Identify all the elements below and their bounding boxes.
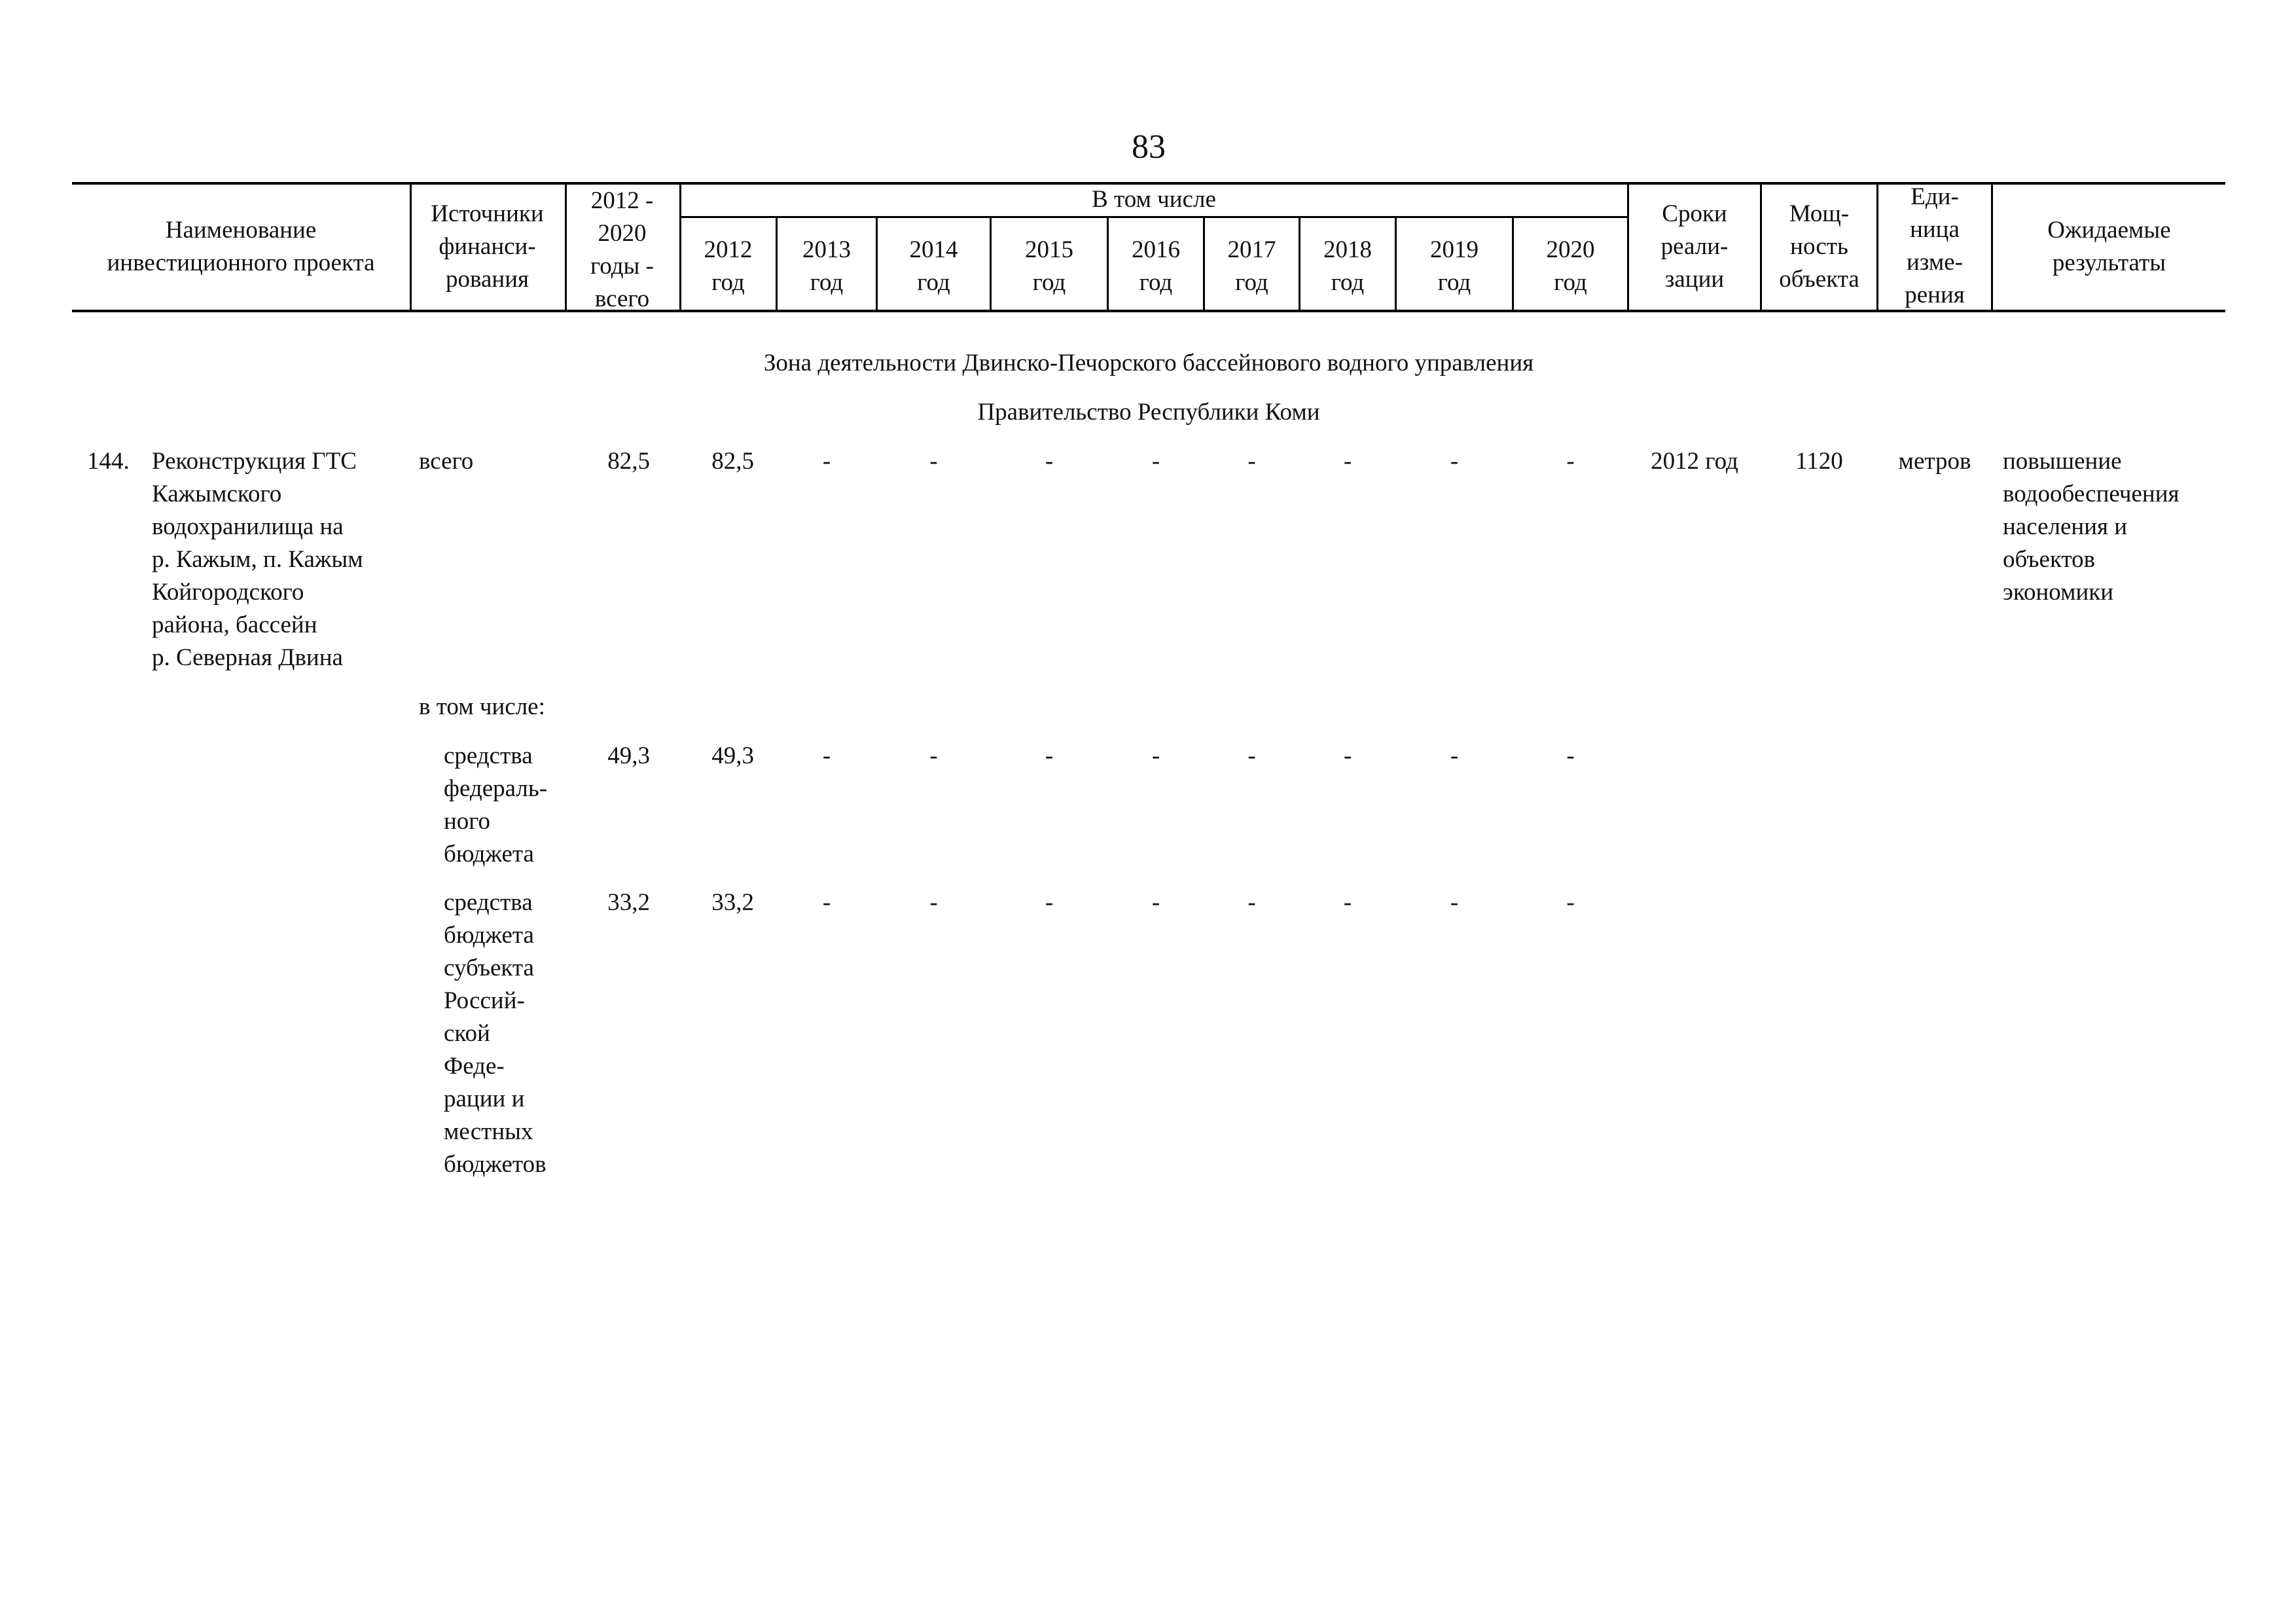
federal-year-2012: 49,3	[711, 742, 754, 769]
federal-year-2015: -	[1045, 742, 1054, 769]
header-year-2013: 2013 год	[802, 236, 851, 296]
total-year-2014: -	[929, 448, 938, 475]
header-terms: Сроки реали- зации	[1660, 200, 1729, 293]
header-sources: Источники финанси- рования	[431, 200, 544, 293]
federal-year-2019: -	[1450, 742, 1459, 769]
regional-year-2016: -	[1151, 889, 1160, 916]
header-unit: Еди- ница изме- рения	[1905, 183, 1965, 308]
source-federal: средства федераль- ного бюджета	[444, 742, 548, 867]
federal-year-2018: -	[1343, 742, 1352, 769]
regional-year-2012: 33,2	[711, 889, 754, 916]
federal-total: 49,3	[607, 742, 650, 769]
header-including: В том числе	[1092, 186, 1216, 213]
total-year-2020: -	[1566, 448, 1575, 475]
regional-year-2019: -	[1450, 889, 1459, 916]
total-year-2017: -	[1247, 448, 1256, 475]
header-name: Наименование инвестиционного проекта	[107, 217, 375, 276]
header-results: Ожидаемые результаты	[2047, 217, 2171, 276]
government-title: Правительство Республики Коми	[977, 399, 1320, 426]
header-total: 2012 - 2020 годы - всего	[590, 187, 654, 312]
total-year-2018: -	[1343, 448, 1352, 475]
total-year-2016: -	[1151, 448, 1160, 475]
project-name: Реконструкция ГТС Кажымского водохранилища на р. Кажым, п. Кажым Койгородского района, бассейн р. Северная Двина	[152, 448, 363, 671]
including-rule	[681, 216, 1628, 218]
total-year-2019: -	[1450, 448, 1459, 475]
regional-year-2014: -	[929, 889, 938, 916]
federal-year-2016: -	[1151, 742, 1160, 769]
regional-year-2018: -	[1343, 889, 1352, 916]
project-capacity: 1120	[1795, 448, 1843, 475]
project-unit: метров	[1898, 448, 1971, 475]
total-2012-2020: 82,5	[607, 448, 650, 475]
regional-year-2020: -	[1566, 889, 1575, 916]
header-year-2016: 2016 год	[1132, 236, 1180, 296]
regional-year-2015: -	[1045, 889, 1054, 916]
header-year-2012: 2012 год	[704, 236, 753, 296]
regional-year-2013: -	[822, 889, 831, 916]
header-year-2017: 2017 год	[1227, 236, 1276, 296]
zone-title: Зона деятельности Двинско-Печорского бассейнового водного управления	[763, 350, 1534, 376]
header-capacity: Мощ- ность объекта	[1779, 200, 1859, 293]
header-year-2014: 2014 год	[909, 236, 958, 296]
federal-year-2013: -	[822, 742, 831, 769]
header-year-2018: 2018 год	[1323, 236, 1372, 296]
total-year-2012: 82,5	[711, 448, 754, 475]
project-terms: 2012 год	[1651, 448, 1738, 475]
project-results: повышение водообеспечения населения и объектов экономики	[2003, 448, 2179, 606]
federal-year-2017: -	[1247, 742, 1256, 769]
federal-year-2014: -	[929, 742, 938, 769]
source-total-label: всего	[419, 448, 474, 475]
source-regional: средства бюджета субъекта Россий- ской Феде- рации и местных бюджетов	[444, 889, 547, 1178]
federal-year-2020: -	[1566, 742, 1575, 769]
header-year-2019: 2019 год	[1430, 236, 1479, 296]
regional-year-2017: -	[1247, 889, 1256, 916]
project-number: 144.	[87, 448, 130, 475]
header-year-2015: 2015 год	[1025, 236, 1073, 296]
including-label: в том числе:	[419, 693, 545, 720]
regional-total: 33,2	[607, 889, 650, 916]
total-year-2015: -	[1045, 448, 1054, 475]
total-year-2013: -	[822, 448, 831, 475]
header-year-2020: 2020 год	[1546, 236, 1595, 296]
page-number: 83	[1132, 128, 1166, 166]
